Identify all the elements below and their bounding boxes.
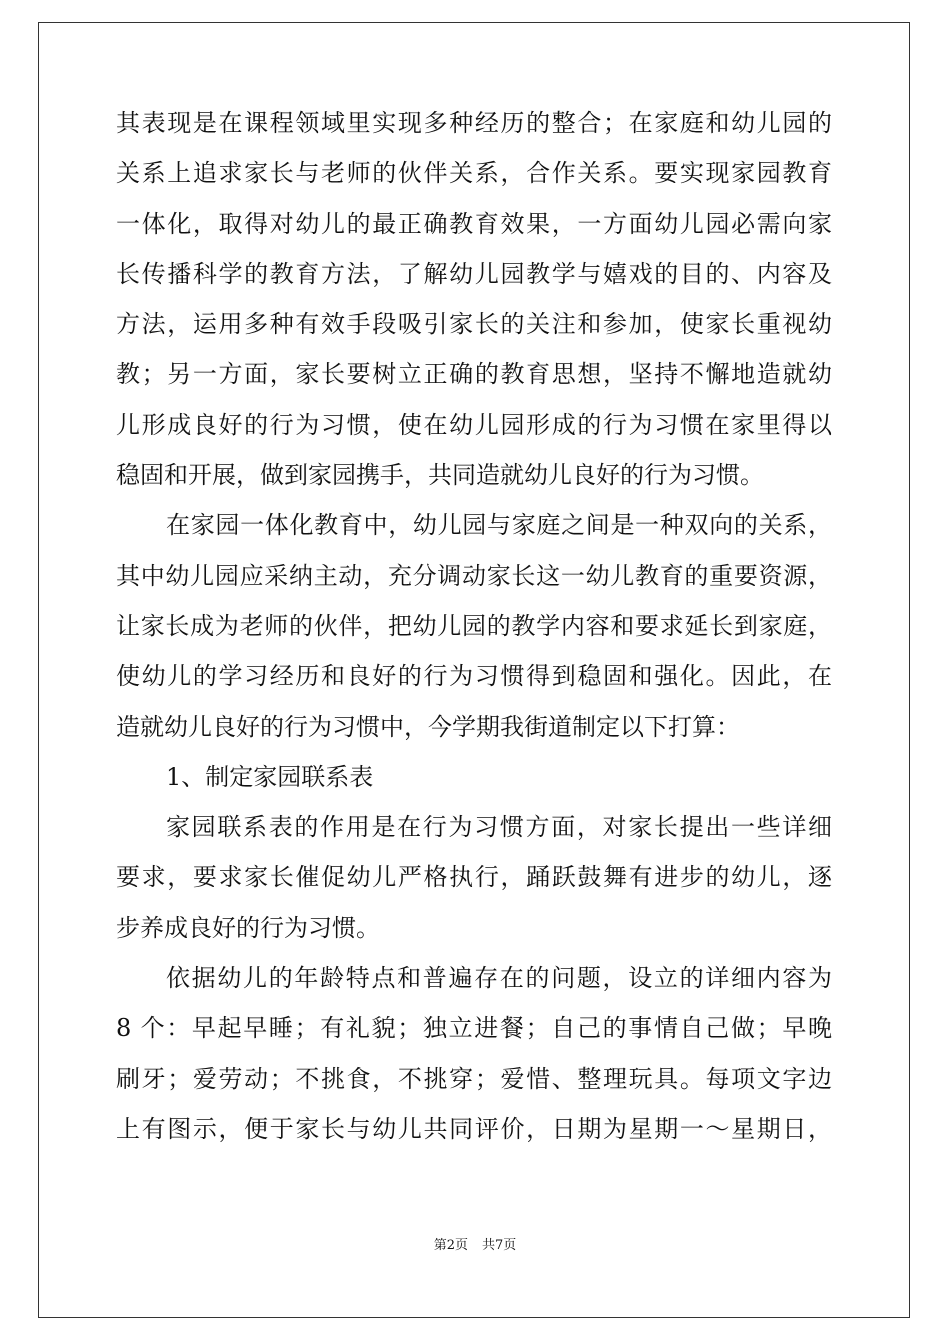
text-line: 稳固和开展，做到家园携手，共同造就幼儿良好的行为习惯。 [116, 461, 764, 490]
text-line: 关系上追求家长与老师的伙伴关系，合作关系。要实现家园教育 [116, 159, 832, 188]
paragraph-start-line: 依据幼儿的年龄特点和普遍存在的问题，设立的详细内容为 [166, 964, 832, 993]
text-line: 教；另一方面，家长要树立正确的教育思想，坚持不懈地造就幼 [116, 360, 832, 389]
text-line: 儿形成良好的行为习惯，使在幼儿园形成的行为习惯在家里得以 [116, 410, 832, 439]
text-line: 8 个：早起早睡；有礼貌；独立进餐；自己的事情自己做；早晚 [116, 1014, 832, 1043]
text-line: 要求，要求家长催促幼儿严格执行，踊跃鼓舞有进步的幼儿，逐 [116, 863, 832, 892]
page-number: 第2页 [433, 1238, 468, 1253]
text-line: 其表现是在课程领域里实现多种经历的整合；在家庭和幼儿园的 [116, 109, 832, 137]
text-line: 造就幼儿良好的行为习惯中，今学期我街道制定以下打算： [116, 712, 740, 741]
page-footer [0, 1234, 950, 1253]
text-line: 使幼儿的学习经历和良好的行为习惯得到稳固和强化。因此，在 [116, 662, 832, 691]
text-line: 其中幼儿园应采纳主动，充分调动家长这一幼儿教育的重要资源， [116, 561, 832, 590]
text-line: 步养成良好的行为习惯。 [116, 913, 380, 942]
total-pages: 共7页 [482, 1238, 517, 1253]
text-line: 方法，运用多种有效手段吸引家长的关注和参加，使家长重视幼 [116, 310, 832, 339]
text-line: 长传播科学的教育方法，了解幼儿园教学与嬉戏的目的、内容及 [116, 259, 832, 288]
text-line: 刷牙；爱劳动；不挑食，不挑穿；爱惜、整理玩具。每项文字边 [116, 1064, 832, 1093]
section-heading: 1、制定家园联系表 [166, 762, 374, 791]
paragraph-start-line: 在家园一体化教育中，幼儿园与家庭之间是一种双向的关系， [166, 511, 832, 540]
document-body [116, 98, 832, 1154]
text-line: 上有图示，便于家长与幼儿共同评价，日期为星期一～星期日， [116, 1114, 832, 1143]
text-line: 让家长成为老师的伙伴，把幼儿园的教学内容和要求延长到家庭， [116, 611, 832, 640]
text-line: 一体化，取得对幼儿的最正确教育效果，一方面幼儿园必需向家 [116, 209, 832, 238]
paragraph-start-line: 家园联系表的作用是在行为习惯方面，对家长提出一些详细 [166, 813, 832, 842]
